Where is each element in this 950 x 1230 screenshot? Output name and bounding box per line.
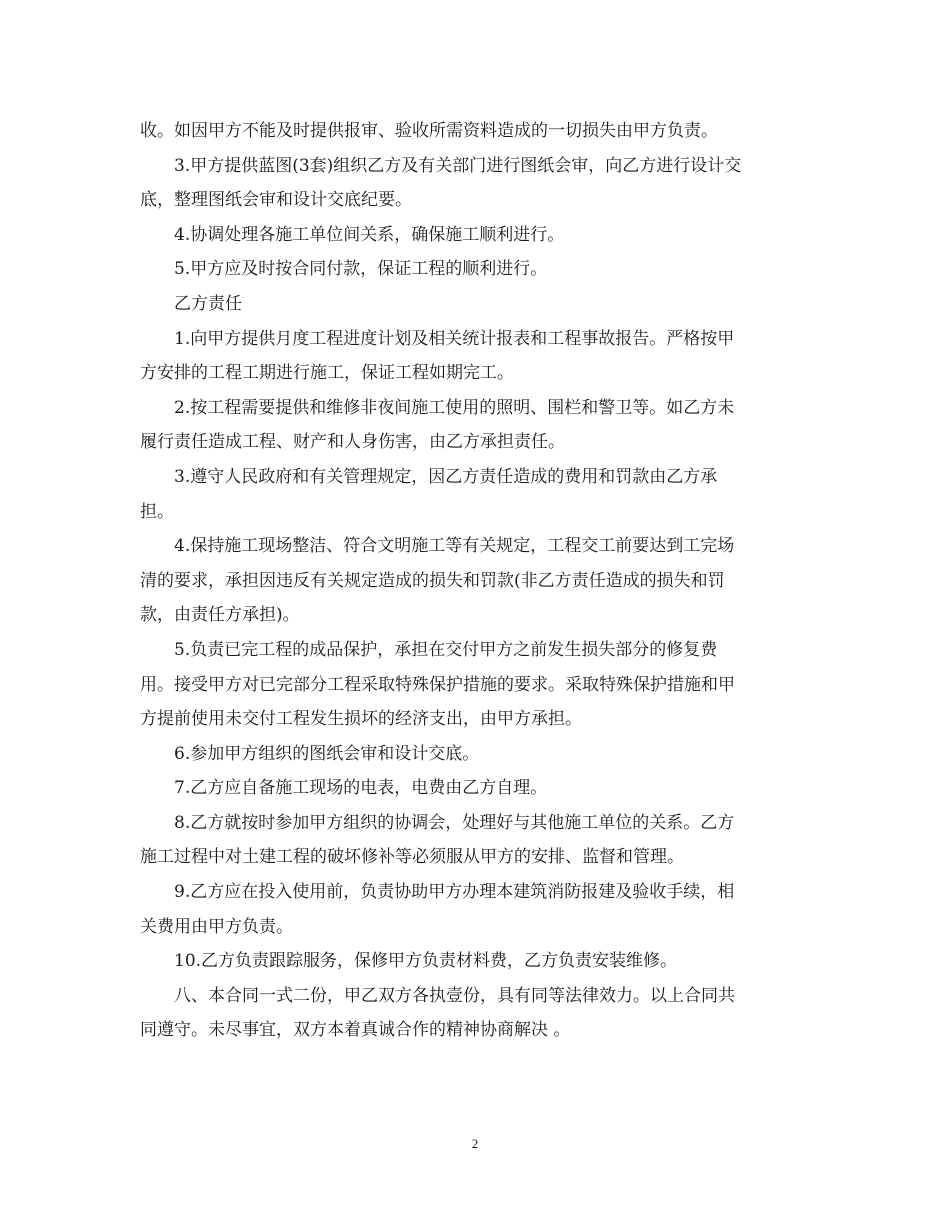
text-line: 施工过程中对土建工程的破坏修补等必须服从甲方的安排、监督和管理。 <box>140 847 684 868</box>
text-line: 款，由责任方承担)。 <box>140 605 300 626</box>
text-line: 8.乙方就按时参加甲方组织的协调会，处理好与其他施工单位的关系。乙方 <box>174 812 735 833</box>
text-line: 10.乙方负责跟踪服务，保修甲方负责材料费，乙方负责安装维修。 <box>174 951 678 972</box>
text-line: 关费用由甲方负责。 <box>140 916 293 937</box>
text-line: 履行责任造成工程、财产和人身伤害，由乙方承担责任。 <box>140 432 565 453</box>
text-line: 4.协调处理各施工单位间关系，确保施工顺利进行。 <box>174 224 565 245</box>
text-line: 4.保持施工现场整洁、符合文明施工等有关规定，工程交工前要达到工完场 <box>174 536 735 557</box>
text-line: 清的要求，承担因违反有关规定造成的损失和罚款(非乙方责任造成的损失和罚 <box>140 570 725 591</box>
text-line: 2.按工程需要提供和维修非夜间施工使用的照明、围栏和警卫等。如乙方未 <box>174 397 735 418</box>
text-line: 乙方责任 <box>174 293 242 314</box>
text-line: 用。接受甲方对已完部分工程采取特殊保护措施的要求。采取特殊保护措施和甲 <box>140 674 735 695</box>
text-line: 7.乙方应自备施工现场的电表，电费由乙方自理。 <box>174 778 548 799</box>
document-body <box>140 114 810 1048</box>
text-line: 6.参加甲方组织的图纸会审和设计交底。 <box>174 743 480 764</box>
text-line: 5.甲方应及时按合同付款，保证工程的顺利进行。 <box>174 259 548 280</box>
text-line: 5.负责已完工程的成品保护，承担在交付甲方之前发生损失部分的修复费 <box>174 639 718 660</box>
text-line: 方提前使用未交付工程发生损坏的经济支出，由甲方承担。 <box>140 709 582 730</box>
text-line: 同遵守。未尽事宜，双方本着真诚合作的精神协商解决 。 <box>140 1020 571 1041</box>
page-number: 2 <box>471 1136 479 1151</box>
text-line: 3.甲方提供蓝图(3套)组织乙方及有关部门进行图纸会审，向乙方进行设计交 <box>174 155 742 176</box>
text-line: 方安排的工程工期进行施工，保证工程如期完工。 <box>140 363 514 384</box>
text-line: 3.遵守人民政府和有关管理规定，因乙方责任造成的费用和罚款由乙方承 <box>174 466 718 487</box>
text-line: 收。如因甲方不能及时提供报审、验收所需资料造成的一切损失由甲方负责。 <box>140 121 718 141</box>
text-line: 9.乙方应在投入使用前，负责协助甲方办理本建筑消防报建及验收手续，相 <box>174 882 735 903</box>
text-line: 底，整理图纸会审和设计交底纪要。 <box>140 190 412 211</box>
text-line: 担。 <box>140 501 174 522</box>
text-line: 1.向甲方提供月度工程进度计划及相关统计报表和工程事故报告。严格按甲 <box>174 328 735 349</box>
text-line: 八、本合同一式二份，甲乙双方各执壹份，具有同等法律效力。以上合同共 <box>174 985 735 1006</box>
